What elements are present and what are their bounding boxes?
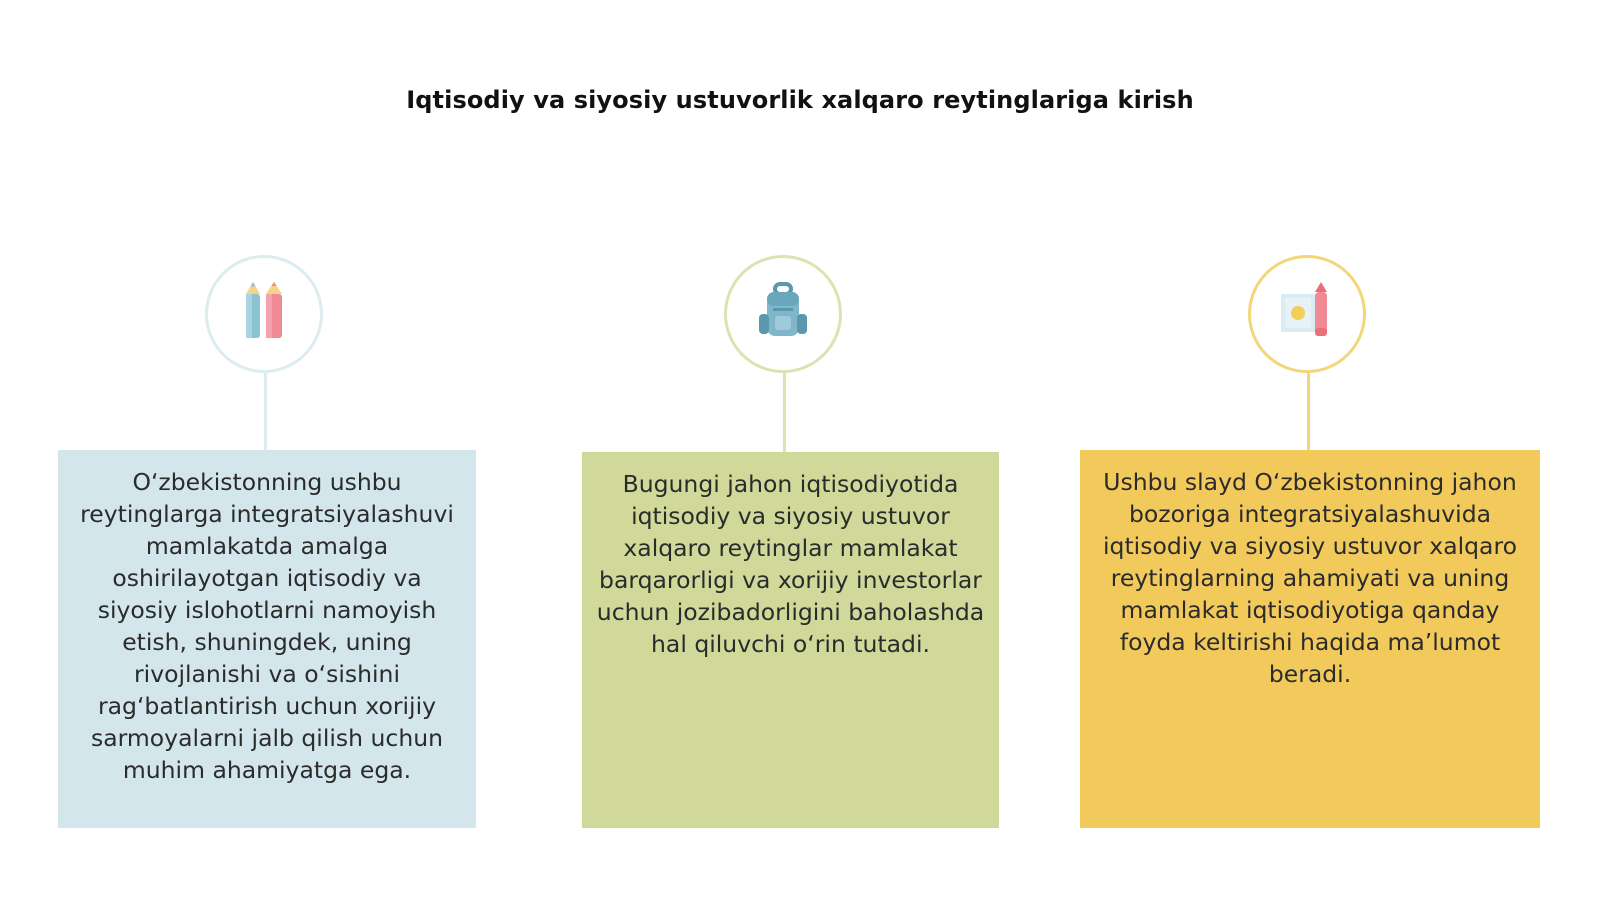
slide-title: Iqtisodiy va siyosiy ustuvorlik xalqaro reytinglariga kirish (406, 86, 1194, 114)
connector-line-3 (1307, 373, 1310, 450)
connector-line-2 (783, 373, 786, 452)
card-text-1: O‘zbekistonning ushbu reytinglarga integratsiyalashuvi mamlakatda amalga oshirilayotgan iqtisodiy va siyosiy islohotlarni namoyish etish, shuningdek, uning rivojlanishi va o‘sishini rag‘batlantirish uchun xorijiy sarmoyalarni jalb qilish uchun muhim ahamiyatga ega. (80, 468, 454, 784)
info-card-2 (582, 452, 999, 828)
pencils-icon (234, 280, 294, 349)
backpack-icon (751, 280, 815, 349)
paper-and-crayon-icon (1275, 280, 1339, 349)
icon-circle-2 (724, 255, 842, 373)
icon-circle-3 (1248, 255, 1366, 373)
info-card-3 (1080, 450, 1540, 828)
icon-circle-1 (205, 255, 323, 373)
info-card-1 (58, 450, 476, 828)
card-text-2: Bugungi jahon iqtisodiyotida iqtisodiy va siyosiy ustuvor xalqaro reytinglar mamlakat barqarorligi va xorijiy investorlar uchun jozibadorligini baholashda hal qiluvchi o‘rin tutadi. (596, 470, 985, 658)
connector-line-1 (264, 373, 267, 450)
card-text-3: Ushbu slayd O‘zbekistonning jahon bozoriga integratsiyalashuvida iqtisodiy va siyosiy ustuvor xalqaro reytinglarning ahamiyati va uning mamlakat iqtisodiyotiga qanday foyda keltirishi haqida ma’lumot beradi. (1103, 468, 1517, 688)
